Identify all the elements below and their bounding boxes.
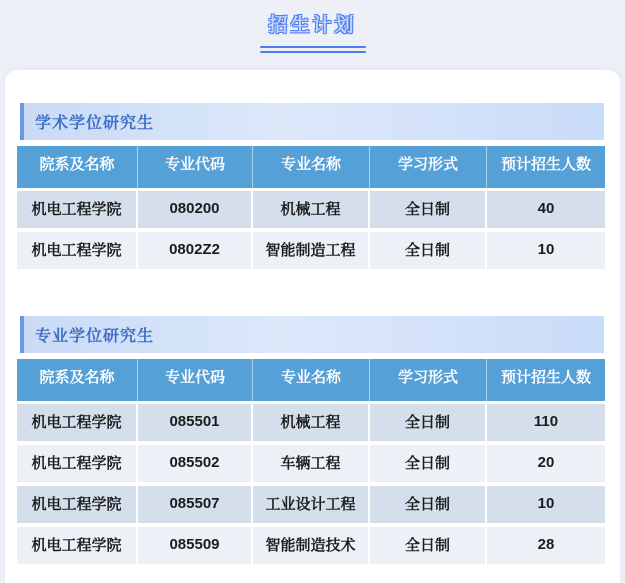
- table-cell: 机电工程学院: [17, 445, 138, 482]
- column-header: 院系及名称: [17, 359, 138, 401]
- column-header: 学习形式: [370, 146, 487, 188]
- section-heading-label: 学术学位研究生: [35, 115, 155, 132]
- section: [17, 316, 620, 564]
- table-header-row: [17, 359, 605, 401]
- table-cell: 080200: [138, 191, 253, 228]
- table-cell: 机电工程学院: [17, 527, 138, 564]
- table-cell: 085509: [138, 527, 253, 564]
- enrollment-table: [17, 146, 605, 269]
- page-title-block: [260, 13, 366, 53]
- table-cell: 全日制: [370, 191, 487, 228]
- section-heading-bar: [20, 103, 24, 140]
- table-cell: 机电工程学院: [17, 191, 138, 228]
- page-header: [0, 0, 625, 70]
- table-cell: 车辆工程: [253, 445, 370, 482]
- table-body: [17, 191, 605, 269]
- table-cell: 085501: [138, 404, 253, 441]
- column-header: 专业名称: [253, 146, 370, 188]
- section-heading: [20, 316, 604, 353]
- table-cell: 110: [533, 413, 559, 430]
- table-cell: 智能制造技术: [253, 527, 370, 564]
- section-heading-label: 专业学位研究生: [35, 328, 155, 345]
- table-cell: 智能制造工程: [253, 232, 370, 269]
- table-cell: 机电工程学院: [17, 232, 138, 269]
- column-header: 专业代码: [138, 146, 253, 188]
- table-cell: 40: [537, 200, 555, 217]
- section-heading-bar: [20, 316, 24, 353]
- table-cell: 机械工程: [253, 404, 370, 441]
- table-cell: 机电工程学院: [17, 404, 138, 441]
- enrollment-table: [17, 359, 605, 564]
- table-row: [17, 486, 605, 523]
- column-header: 学习形式: [370, 359, 487, 401]
- table-cell: 机械工程: [253, 191, 370, 228]
- column-header: 专业代码: [138, 359, 253, 401]
- title-underline: [260, 46, 366, 53]
- content-card: [5, 70, 620, 583]
- table-row: [17, 445, 605, 482]
- column-header: 预计招生人数: [500, 156, 591, 173]
- table-row: [17, 191, 605, 228]
- page-title: 招生计划: [268, 15, 357, 36]
- table-cell: 0802Z2: [138, 232, 253, 269]
- table-row: [17, 404, 605, 441]
- table-cell: 全日制: [370, 527, 487, 564]
- table-cell: 全日制: [370, 232, 487, 269]
- table-cell: 10: [537, 495, 555, 512]
- table-row: [17, 232, 605, 269]
- table-cell: 085507: [138, 486, 253, 523]
- table-cell: 全日制: [370, 404, 487, 441]
- section: [17, 103, 620, 269]
- table-cell: 全日制: [370, 445, 487, 482]
- title-underline-bottom: [260, 51, 366, 53]
- table-cell: 工业设计工程: [253, 486, 370, 523]
- table-cell: 全日制: [370, 486, 487, 523]
- column-header: 预计招生人数: [500, 369, 591, 386]
- title-underline-top: [260, 46, 366, 48]
- table-cell: 机电工程学院: [17, 486, 138, 523]
- section-heading: [20, 103, 604, 140]
- table-row: [17, 527, 605, 564]
- column-header: 院系及名称: [17, 146, 138, 188]
- table-body: [17, 404, 605, 564]
- column-header: 专业名称: [253, 359, 370, 401]
- table-cell: 10: [537, 241, 555, 258]
- table-cell: 20: [537, 454, 555, 471]
- table-cell: 085502: [138, 445, 253, 482]
- table-header-row: [17, 146, 605, 188]
- table-cell: 28: [537, 536, 555, 553]
